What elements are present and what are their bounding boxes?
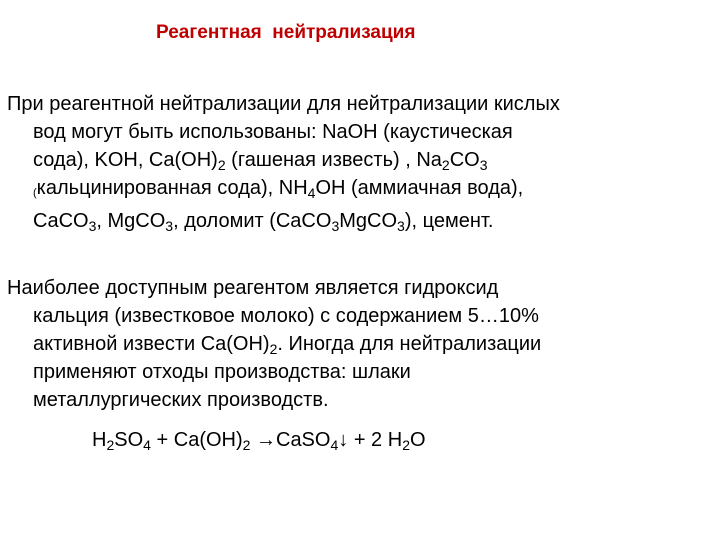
paragraph-line xyxy=(7,330,707,358)
paragraph-line: металлургических производств. xyxy=(33,389,329,411)
subscript: 2 xyxy=(269,341,278,357)
paragraph-line: Наиболее доступным реагентом является гидроксид xyxy=(7,277,499,299)
paragraph-line: применяют отходы производства: шлаки xyxy=(33,361,411,383)
text-run: CaCO xyxy=(33,210,89,232)
subscript: 4 xyxy=(307,185,316,201)
subscript: 3 xyxy=(165,218,174,234)
slide-title: Реагентная нейтрализация xyxy=(156,22,416,43)
paragraph-line xyxy=(7,207,707,235)
subscript: 3 xyxy=(88,218,97,234)
subscript: 3 xyxy=(479,157,488,173)
paragraph-line: кальция (известковое молоко) с содержанием 5…10% xyxy=(33,305,539,327)
paragraph-line: При реагентной нейтрализации для нейтрализации кислых xyxy=(7,93,560,115)
subscript: 3 xyxy=(331,218,340,234)
text-run: (гашеная известь) , Na xyxy=(225,149,442,171)
text-run: O xyxy=(409,429,426,451)
subscript: 2 xyxy=(217,157,226,173)
paragraph-line xyxy=(7,174,707,207)
paragraph-reagents xyxy=(7,90,707,235)
text-run: . Иногда для нейтрализации xyxy=(277,333,542,355)
text-run: ), цемент. xyxy=(404,210,494,232)
subscript: 2 xyxy=(106,437,115,453)
text-run: ↓ + 2 H xyxy=(338,429,403,451)
text-run: →CaSO xyxy=(250,429,331,451)
text-run: активной извести Ca(OH) xyxy=(33,333,270,355)
paragraph-line: вод могут быть использованы: NaOH (каустическая xyxy=(33,121,513,143)
paragraph-lime xyxy=(7,274,707,414)
text-run: сода), KOH, Ca(OH) xyxy=(33,149,218,171)
subscript: 4 xyxy=(143,437,151,453)
text-run: кальцинированная сода), NH xyxy=(36,177,308,199)
paragraph-line xyxy=(7,146,707,174)
text-run: SO xyxy=(114,429,144,451)
text-run: ( xyxy=(33,187,37,199)
subscript: 2 xyxy=(402,437,410,453)
subscript: 3 xyxy=(397,218,405,234)
text-run: MgCO xyxy=(339,210,398,232)
text-run: , доломит (CaCO xyxy=(173,210,332,232)
text-run: H xyxy=(92,429,107,451)
reaction-equation xyxy=(92,426,426,454)
subscript: 4 xyxy=(330,437,339,453)
subscript: 2 xyxy=(242,437,251,453)
text-run: OH (аммиачная вода), xyxy=(315,177,524,199)
subscript: 2 xyxy=(441,157,450,173)
text-run: CO xyxy=(449,149,480,171)
text-run: + Ca(OH) xyxy=(150,429,243,451)
text-run: , MgCO xyxy=(96,210,166,232)
